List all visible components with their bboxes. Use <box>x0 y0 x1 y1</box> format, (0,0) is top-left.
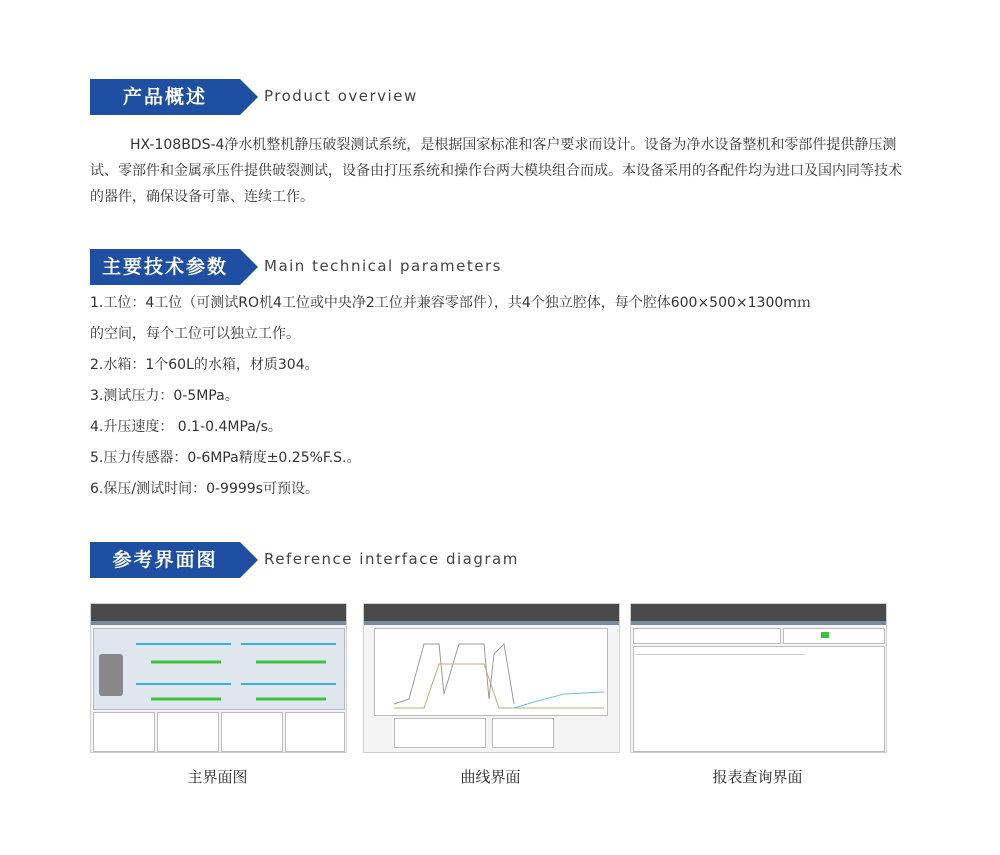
overview-banner <box>90 79 258 115</box>
params-banner <box>90 249 258 285</box>
param-line: 5.压力传感器：0-6MPa精度±0.25%F.S.。 <box>90 450 361 466</box>
reference-banner <box>90 542 258 578</box>
caption-curve: 曲线界面 <box>460 768 521 786</box>
params-list <box>90 288 920 505</box>
report-interface-image <box>630 603 887 753</box>
overview-title: 产品概述 <box>122 86 207 108</box>
param-line: 2.水箱：1个60L的水箱，材质304。 <box>90 357 319 373</box>
reference-subtitle: Reference interface diagram <box>264 550 519 568</box>
params-subtitle: Main technical parameters <box>264 257 502 275</box>
overview-subtitle: Product overview <box>264 87 418 105</box>
param-line: 的空间，每个工位可以独立工作。 <box>90 326 300 342</box>
param-line: 1.工位：4工位（可测试RO机4工位或中央净2工位并兼容零部件），共4个独立腔体，每个腔体600×500×1300mｍ <box>90 295 811 311</box>
caption-main: 主界面图 <box>187 768 248 786</box>
reference-title: 参考界面图 <box>112 549 218 571</box>
overview-paragraph <box>90 132 910 210</box>
curve-interface-image <box>363 603 620 753</box>
param-line: 4.升压速度： 0.1-0.4MPa/s。 <box>90 419 282 435</box>
overview-header <box>90 79 510 115</box>
caption-report: 报表查询界面 <box>712 768 803 786</box>
params-title: 主要技术参数 <box>101 256 228 278</box>
overview-text: HX-108BDS-4净水机整机静压破裂测试系统，是根据国家标准和客户要求而设计。设备为净水设备整机和零部件提供静压测试、零部件和金属承压件提供破裂测试，设备由打压系统和操作台两大模块组合而成。本设备采用的各配件均为进口及国内同等技术的器件，确保设备可靠、连续工作。 <box>90 137 902 205</box>
params-header <box>90 249 510 285</box>
reference-header <box>90 542 519 578</box>
param-line: 3.测试压力：0-5MPa。 <box>90 388 239 404</box>
param-line: 6.保压/测试时间：0-9999s可预设。 <box>90 481 319 497</box>
main-interface-image <box>90 603 347 753</box>
